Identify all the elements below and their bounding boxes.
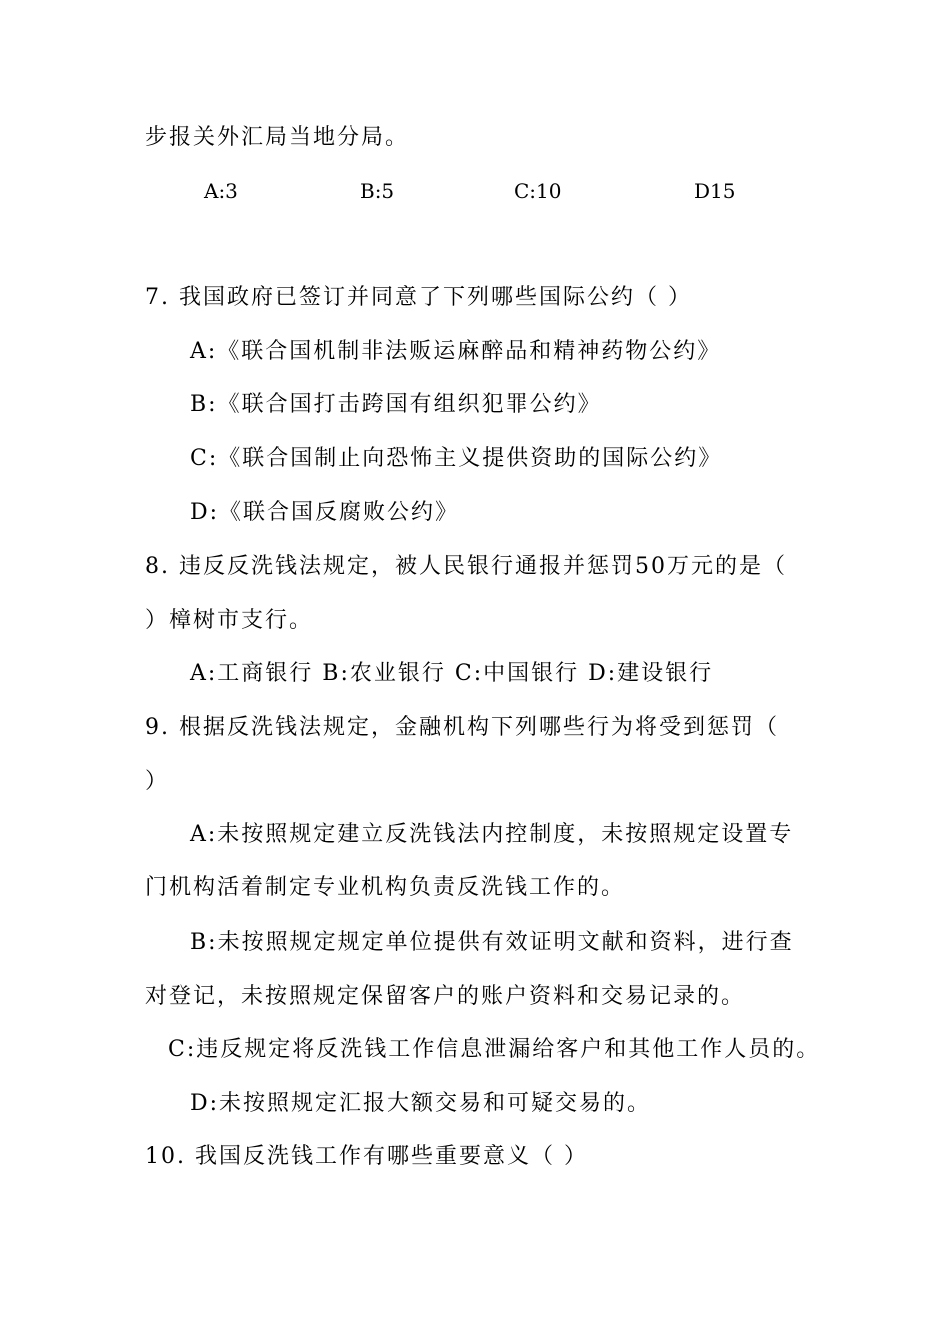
q8-options: A:工商银行 B:农业银行 C:中国银行 D:建设银行: [190, 661, 714, 686]
text-line-continuation: 步报关外汇局当地分局。: [145, 125, 410, 150]
q9-option-c: C:违反规定将反洗钱工作信息泄漏给客户和其他工作人员的。: [168, 1037, 821, 1062]
q6-option-c: C:10: [514, 179, 562, 203]
q9-option-d: D:未按照规定汇报大额交易和可疑交易的。: [190, 1091, 652, 1116]
q6-option-d: D15: [694, 179, 736, 203]
q7-option-c: C:《联合国制止向恐怖主义提供资助的国际公约》: [190, 446, 723, 471]
q9-option-b-line1: B:未按照规定规定单位提供有效证明文献和资料，进行查: [190, 930, 794, 955]
question-7: 7. 我国政府已签订并同意了下列哪些国际公约（ ）: [145, 285, 692, 310]
question-8: 8. 违反反洗钱法规定，被人民银行通报并惩罚50万元的是（: [145, 554, 787, 579]
q9-option-b-line2: 对登记，未按照规定保留客户的账户资料和交易记录的。: [145, 984, 746, 1009]
q6-option-a: A:3: [204, 179, 238, 203]
q7-option-a: A:《联合国机制非法贩运麻醉品和精神药物公约》: [190, 339, 722, 364]
q9-option-a-line2: 门机构活着制定专业机构负责反洗钱工作的。: [145, 875, 626, 900]
question-9: 9. 根据反洗钱法规定，金融机构下列哪些行为将受到惩罚（: [145, 715, 779, 740]
question-9-continuation: ）: [145, 769, 170, 794]
q6-option-b: B:5: [360, 179, 395, 203]
q7-option-d: D:《联合国反腐败公约》: [190, 500, 460, 525]
q7-option-b: B:《联合国打击跨国有组织犯罪公约》: [190, 392, 602, 417]
question-10: 10. 我国反洗钱工作有哪些重要意义（ ）: [145, 1144, 588, 1169]
question-8-continuation: ）樟树市支行。: [145, 608, 314, 633]
q9-option-a-line1: A:未按照规定建立反洗钱法内控制度，未按照规定设置专: [190, 822, 794, 847]
